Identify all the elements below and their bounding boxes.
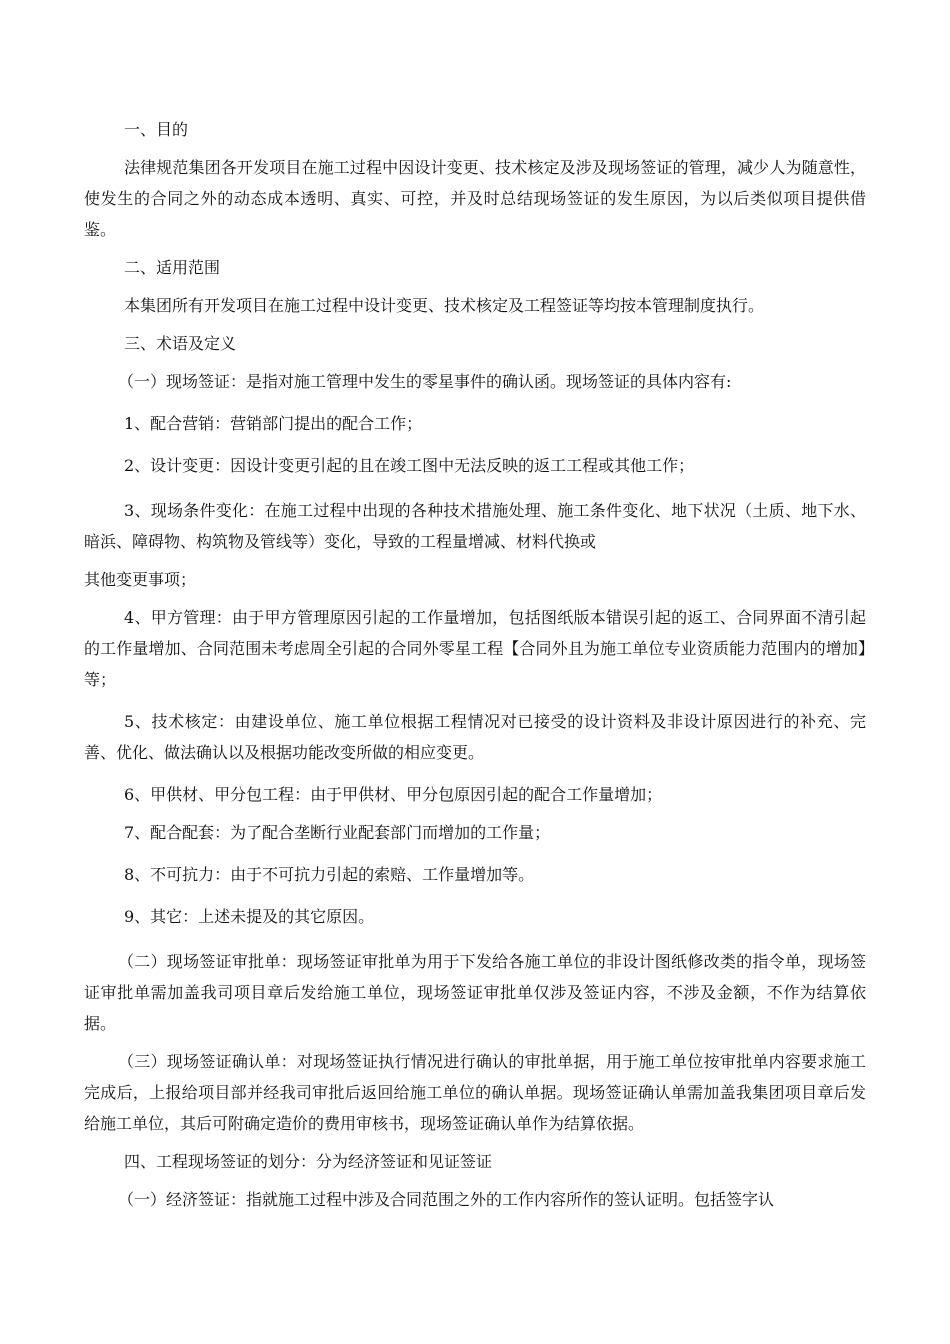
list-item: 8、不可抗力：由于不可抗力引起的索赔、工作量增加等。: [124, 865, 535, 884]
list-item: 9、其它：上述未提及的其它原因。: [124, 907, 375, 926]
list-item: 5、技术核定：由建设单位、施工单位根据工程情况对已接受的设计资料及非设计原因进行的补充、完善、优化、做法确认以及根据功能改变所做的相应变更。: [84, 712, 866, 762]
list-item: 2、设计变更：因设计变更引起的且在竣工图中无法反映的返工工程或其他工作；: [124, 456, 695, 475]
section-heading-definitions: 三、术语及定义: [124, 334, 237, 353]
section-heading-purpose: 一、目的: [124, 120, 189, 139]
list-item: 1、配合营销：营销部门提出的配合工作；: [124, 414, 423, 433]
section-heading-scope: 二、适用范围: [124, 258, 221, 277]
list-item: 7、配合配套：为了配合垄断行业配套部门而增加的工作量；: [124, 823, 551, 842]
definition-economic-visa: （一）经济签证：指就施工过程中涉及合同范围之外的工作内容所作的签认证明。包括签字认: [118, 1190, 775, 1209]
section-heading-classification: 四、工程现场签证的划分：分为经济签证和见证签证: [124, 1152, 493, 1171]
definition-approval-form: （二）现场签证审批单：现场签证审批单为用于下发给各施工单位的非设计图纸修改类的指令单，现场签证审批单需加盖我司项目章后发给施工单位，现场签证审批单仅涉及签证内容，不涉及金额，不作为结算依据。: [84, 952, 866, 1033]
definition-confirmation-form: （三）现场签证确认单：对现场签证执行情况进行确认的审批单据，用于施工单位按审批单内容要求施工完成后，上报给项目部并经我司审批后返回给施工单位的确认单据。现场签证确认单需加盖我集团项目章后发给施工单位，其后可附确定造价的费用审核书，现场签证确认单作为结算依据。: [84, 1052, 866, 1133]
list-item: 3、现场条件变化：在施工过程中出现的各种技术措施处理、施工条件变化、地下状况（土质、地下水、暗浜、障碍物、构筑物及管线等）变化，导致的工程量增减、材料代换或: [84, 501, 866, 551]
list-item: 6、甲供材、甲分包工程：由于甲供材、甲分包原因引起的配合工作量增加；: [124, 785, 663, 804]
purpose-paragraph: 法律规范集团各开发项目在施工过程中因设计变更、技术核定及涉及现场签证的管理，减少人为随意性，使发生的合同之外的动态成本透明、真实、可控，并及时总结现场签证的发生原因，为以后类似项目提供借鉴。: [84, 158, 866, 239]
scope-paragraph: 本集团所有开发项目在施工过程中设计变更、技术核定及工程签证等均按本管理制度执行。: [124, 296, 765, 315]
definition-site-visa: （一）现场签证：是指对施工管理中发生的零星事件的确认函。现场签证的具体内容有:: [118, 372, 732, 391]
list-item: 4、甲方管理：由于甲方管理原因引起的工作量增加，包括图纸版本错误引起的返工、合同界面不清引起的工作量增加、合同范围未考虑周全引起的合同外零星工程【合同外且为施工单位专业资质能力范围内的增加】等；: [84, 608, 866, 689]
list-item-continuation: 其他变更事项；: [84, 570, 197, 589]
document-body: [84, 114, 866, 1215]
